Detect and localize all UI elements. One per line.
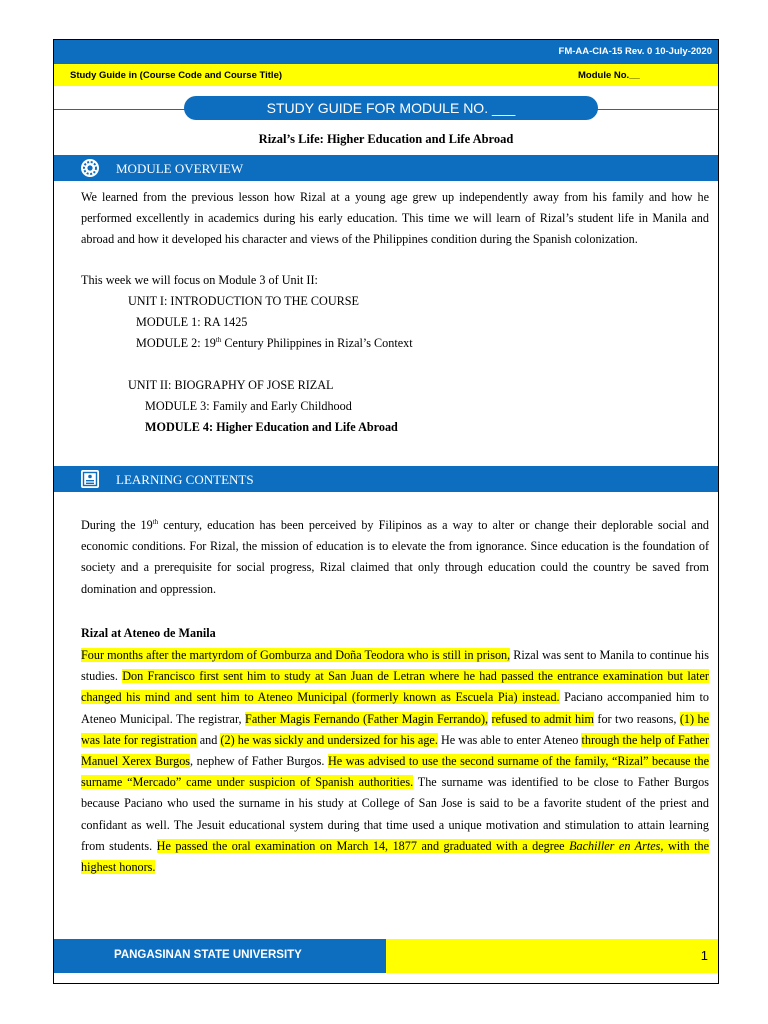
unit-2: UNIT II: BIOGRAPHY OF JOSE RIZAL [128,378,334,392]
page [53,39,719,984]
module-overview-bar [54,155,718,181]
focus-line: This week we will focus on Module 3 of Unit II: [81,273,318,287]
learning-contents-bar [54,466,718,492]
module-1: MODULE 1: RA 1425 [136,315,248,329]
page-title: STUDY GUIDE FOR MODULE NO. ___ [184,96,598,120]
learning-contents-heading: LEARNING CONTENTS [116,472,254,487]
form-code: FM-AA-CIA-15 Rev. 0 10-July-2020 [558,46,712,57]
footer-page-bar [386,939,718,973]
module-no-label: Module No.__ [578,70,640,81]
module-4: MODULE 4: Higher Education and Life Abroad [145,420,398,434]
university-name: PANGASINAN STATE UNIVERSITY [114,949,302,961]
module-2: MODULE 2: 19th Century Philippines in Rizal’s Context [136,335,413,350]
module-3: MODULE 3: Family and Early Childhood [145,399,352,413]
header-yellow-bar [54,64,718,86]
course-label: Study Guide in (Course Code and Course Title) [70,70,283,81]
page-number: 1 [700,948,708,963]
ateneo-paragraph: Four months after the martyrdom of Gomburza and Doña Teodora who is still in prison, Rizal was sent to Manila to continue his studies. Don Francisco first sent him to study at San Juan de Letran where he had passed the entrance examination but later changed his mind and sent him to Ateneo Municipal (formerly known as Escuela Pia) instead. Paciano accompanied him to Ateneo Municipal. The registrar, Father Magis Fernando (Father Magin Ferrando), refused to admit him for two reasons, (1) he was late for registration and (2) he was sickly and undersized for his age. He was able to enter Ateneo through the help of Father Manuel Xerex Burgos, nephew of Father Burgos. He was advised to use the second surname of the family, “Rizal” because the surname “Mercado” came under suspicion of Spanish authorities. The surname was identified to be close to Father Burgos because Paciano who used the surname in his study at College of San Jose is said to be a favorite student of the priest and confidant as well. The Jesuit educational system during that time used a unique motivation and stimulation to attain learning from students. He passed the oral examination on March 14, 1877 and graduated with a degree Bachiller en Artes, with the highest honors. [81,648,710,875]
module-subtitle: Rizal’s Life: Higher Education and Life Abroad [258,132,514,146]
education-paragraph: During the 19th century, education has been perceived by Filipinos as a way to alter or change their deplorable social and economic conditions. For Rizal, the mission of education is to elevate the from ignorance. Since education is the foundation of society and a prerequisite for social progress, Rizal claimed that only through education could the country be saved from domination and oppression. [81,517,710,596]
gear-icon [80,158,100,178]
footer-university-bar [54,939,386,973]
header-top-bar [54,40,718,64]
overview-intro: We learned from the previous lesson how Rizal at a young age grew up independently away from his family and how he performed excellently in academics during his early education. This time we will learn of Rizal’s student life in Manila and abroad and how it developed his character and views of the Philippines condition during the Spanish colonization. [81,190,709,247]
module-overview-heading: MODULE OVERVIEW [116,161,244,176]
document-icon [80,469,100,489]
unit-1: UNIT I: INTRODUCTION TO THE COURSE [128,294,359,308]
ateneo-heading: Rizal at Ateneo de Manila [81,626,216,640]
